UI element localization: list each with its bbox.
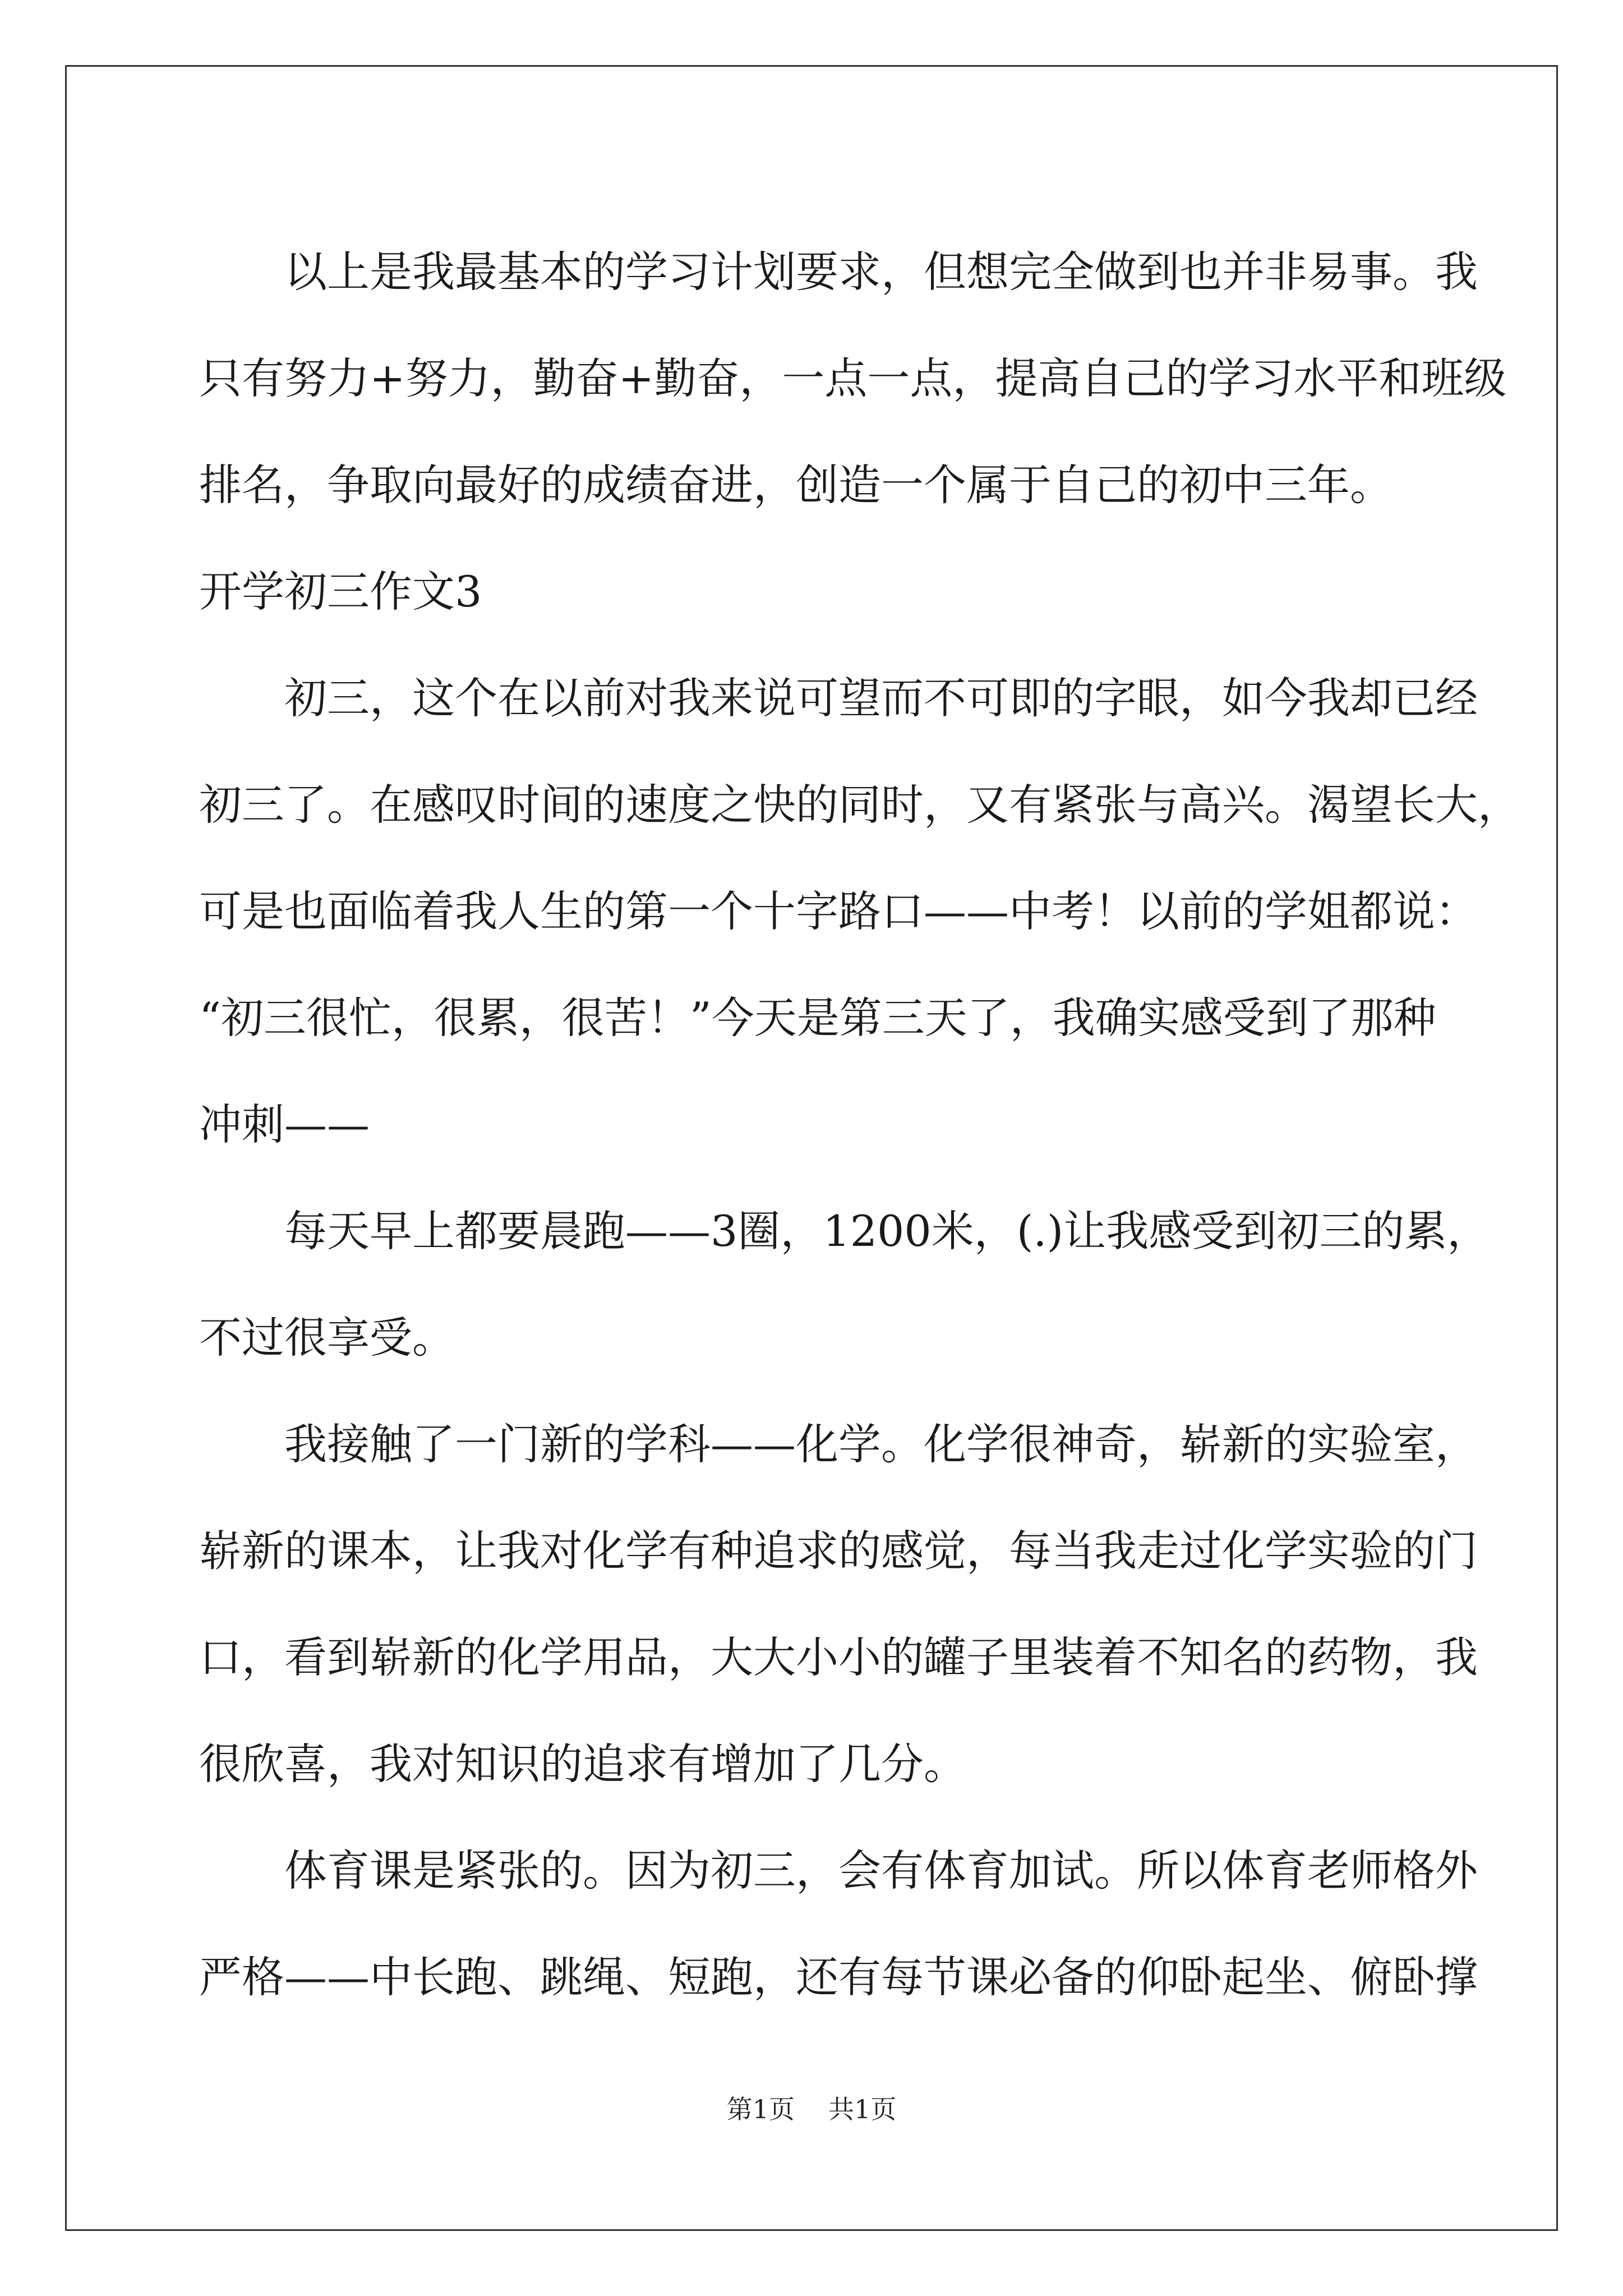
text-line: 只有努力+努力，勤奋+勤奋，一点一点，提高自己的学习水平和班级 <box>199 353 1507 403</box>
text-line: 初三，这个在以前对我来说可望而不可即的字眼，如今我却已经 <box>284 673 1478 723</box>
document-body <box>199 219 1520 2031</box>
text-line: 每天早上都要晨跑——3圈，1200米，(.)让我感受到初三的累， <box>284 1206 1490 1256</box>
text-line: 以上是我最基本的学习计划要求，但想完全做到也并非易事。我 <box>284 247 1478 297</box>
text-line: 不过很享受。 <box>199 1313 455 1363</box>
text-line: “初三很忙，很累，很苦！”今天是第三天了，我确实感受到了那种 <box>199 993 1436 1043</box>
text-line: 初三了。在感叹时间的速度之快的同时，又有紧张与高兴。渴望长大， <box>199 780 1520 830</box>
text-line: 可是也面临着我人生的第一个十字路口——中考！以前的学姐都说： <box>199 886 1478 936</box>
section-heading: 开学初三作文3 <box>199 567 482 616</box>
text-line: 体育课是紧张的。因为初三，会有体育加试。所以体育老师格外 <box>284 1846 1478 1895</box>
text-line: 排名，争取向最好的成绩奋进，创造一个属于自己的初中三年。 <box>199 460 1393 510</box>
text-line: 冲刺—— <box>199 1099 370 1149</box>
text-line: 我接触了一门新的学科——化学。化学很神奇，崭新的实验室， <box>284 1419 1478 1469</box>
page-number: 第1页 <box>726 2094 795 2124</box>
text-line: 很欣喜，我对知识的追求有增加了几分。 <box>199 1739 966 1789</box>
page-footer <box>0 2092 1623 2126</box>
page-total: 共1页 <box>828 2094 897 2124</box>
text-line: 严格——中长跑、跳绳、短跑，还有每节课必备的仰卧起坐、俯卧撑 <box>199 1952 1478 2002</box>
text-line: 崭新的课本，让我对化学有种追求的感觉，每当我走过化学实验的门 <box>199 1526 1478 1576</box>
text-line: 口，看到崭新的化学用品，大大小小的罐子里装着不知名的药物，我 <box>199 1632 1478 1682</box>
